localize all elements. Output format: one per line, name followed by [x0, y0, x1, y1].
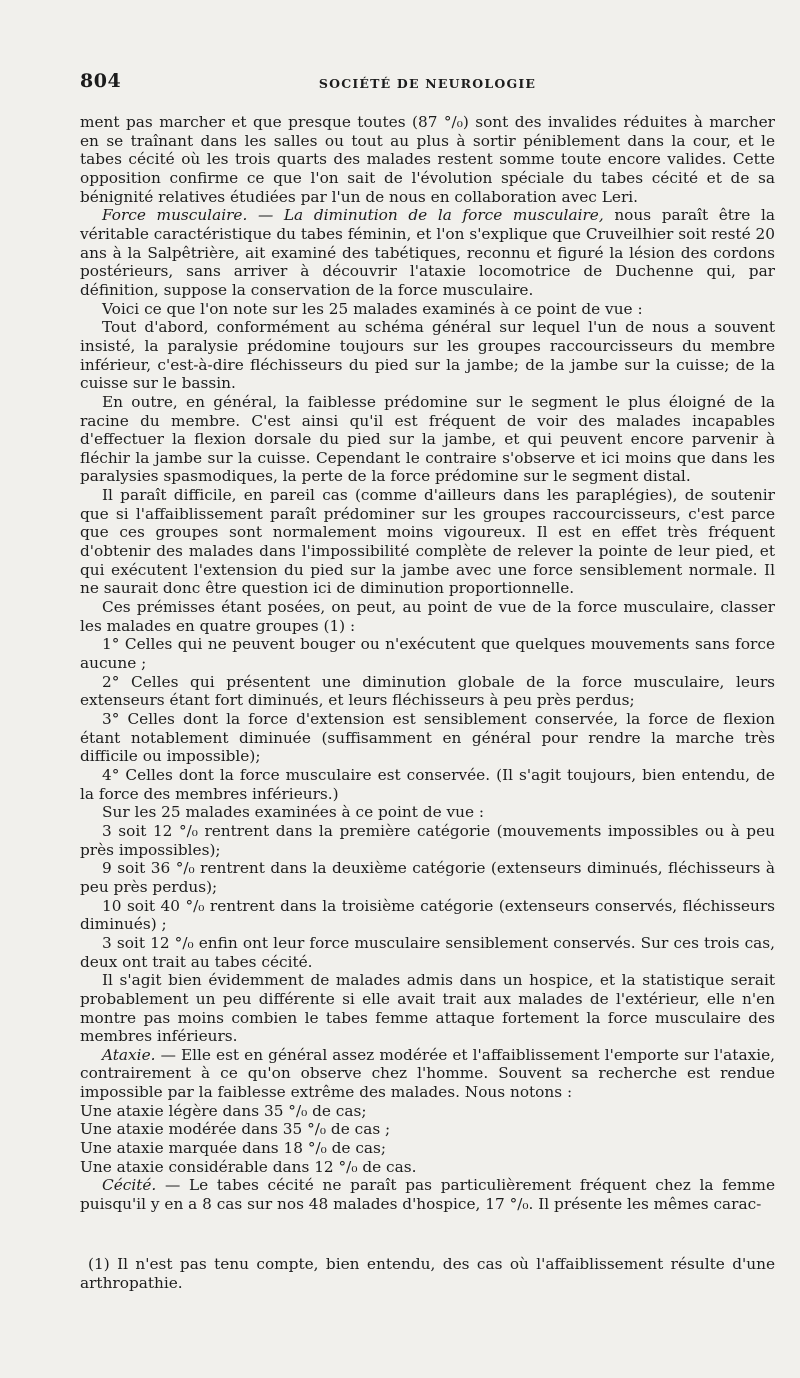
running-title: SOCIÉTÉ DE NEUROLOGIE — [318, 76, 537, 91]
section-runin-heading: Force musculaire. — La diminution de la force musculaire, — [102, 206, 604, 225]
paragraph: ment pas marcher et que presque toutes (87 °/₀) sont des invalides réduites à marcher en se traînant dans les salles ou tout au plus à sortir péniblement dans la cour, et le tabes cécité où les trois quarts des malades restent somme toute encore valides. Cette opposition confirme ce que l'on sait de l'évolution spéciale du tabes cécité et de sa bénignité relatives étudiées par l'un de nous en collaboration avec Leri. — [80, 113, 775, 206]
paragraph-cecite — [80, 1176, 775, 1213]
paragraph: Il s'agit bien évidemment de malades admis dans un hospice, et la statistique serait probablement un peu différente si elle avait trait aux malades de l'extérieur, elle n'en montre pas moins combien le tabes femme attaque fortement la force musculaire des membres inférieurs. — [80, 971, 775, 1046]
list-item: Une ataxie modérée dans 35 °/₀ de cas ; — [80, 1120, 391, 1139]
section-runin-heading: Ataxie. — [102, 1045, 156, 1064]
body-text — [80, 113, 775, 1214]
list-item: 3 soit 12 °/₀ rentrent dans la première catégorie (mouvements impossibles ou à peu près impossibles); — [80, 821, 775, 859]
list-item: 1° Celles qui ne peuvent bouger ou n'exécutent que quelques mouvements sans force aucune ; — [80, 635, 775, 673]
paragraph: Voici ce que l'on note sur les 25 malades examinés à ce point de vue : — [102, 299, 643, 318]
paragraph: En outre, en général, la faiblesse prédomine sur le segment le plus éloigné de la racine du membre. C'est ainsi qu'il est fréquent de voir des malades incapables d'effectuer la flexion dorsale du pied sur la jambe, et qui peuvent encore parvenir à fléchir la jambe sur la cuisse. Cependant le contraire s'observe et ici moins que dans les paralysies spasmodiques, la perte de la force prédomine sur le segment distal. — [80, 392, 775, 486]
paragraph-text: — Elle est en général assez modérée et l'affaiblissement l'emporte sur l'ataxie, contrairement à ce qu'on observe chez l'homme. Souvent sa recherche est rendue impossible par la faiblesse extrême des malades. Nous notons : — [80, 1045, 775, 1102]
list-item: 4° Celles dont la force musculaire est conservée. (Il s'agit toujours, bien entendu, de la force des membres inférieurs.) — [80, 765, 775, 803]
list-item: Une ataxie marquée dans 18 °/₀ de cas; — [80, 1139, 387, 1158]
paragraph: Ces prémisses étant posées, on peut, au point de vue de la force musculaire, classer les malades en quatre groupes (1) : — [80, 598, 775, 635]
paragraph-text: — Le tabes cécité ne paraît pas particulièrement fréquent chez la femme puisqu'il y en a 8 cas sur nos 48 malades d'hospice, 17 °/₀. Il présente les mêmes carac- — [80, 1176, 775, 1214]
paragraph-text: nous paraît être la véritable caractéristique du tabes féminin, et l'on s'explique que Cruveilhier soit resté 20 ans à la Salpêtrière, ait examiné des tabétiques, reconnu et figuré la lésion des cordons postérieurs, sans arriver à découvrir l'ataxie locomotrice de Duchenne qui, par définition, suppose la conservation de la force musculaire. — [80, 206, 775, 299]
list-item: 3 soit 12 °/₀ enfin ont leur force musculaire sensiblement conservés. Sur ces trois cas, deux ont trait au tabes cécité. — [80, 933, 775, 971]
page-header — [80, 70, 775, 100]
paragraph-force-musculaire — [80, 206, 775, 299]
paragraph: Sur les 25 malades examinées à ce point de vue : — [102, 803, 485, 822]
section-runin-heading: Cécité. — [102, 1176, 157, 1195]
list-item: 10 soit 40 °/₀ rentrent dans la troisième catégorie (extenseurs conservés, fléchisseurs diminués) ; — [80, 896, 775, 934]
list-item: 3° Celles dont la force d'extension est sensiblement conservée, la force de flexion étant notablement diminuée (suffisamment en général pour rendre la marche très difficile ou impossible); — [80, 710, 775, 766]
paragraph: Tout d'abord, conformément au schéma général sur lequel l'un de nous a souvent insisté, la paralysie prédomine toujours sur les groupes raccourcisseurs du membre inférieur, c'est-à-dire fléchisseurs du pied sur la jambe; de la jambe sur la cuisse; de la cuisse sur le bassin. — [80, 318, 775, 393]
paragraph-ataxie — [80, 1046, 775, 1102]
page-number: 804 — [80, 70, 122, 92]
list-item: 2° Celles qui présentent une diminution globale de la force musculaire, leurs extenseurs étant fort diminués, et leurs fléchisseurs à peu près perdus; — [80, 672, 775, 710]
footnote: (1) Il n'est pas tenu compte, bien entendu, des cas où l'affaiblissement résulte d'une arthropathie. — [80, 1255, 775, 1292]
list-item: Une ataxie considérable dans 12 °/₀ de cas. — [80, 1157, 417, 1176]
paragraph: Il paraît difficile, en pareil cas (comme d'ailleurs dans les paraplégies), de soutenir que si l'affaiblissement paraît prédominer sur les groupes raccourcisseurs, c'est parce que ces groupes sont normalement moins vigoureux. Il est en effet très fréquent d'obtenir des malades dans l'impossibilité complète de relever la pointe de leur pied, et qui exécutent l'extension du pied sur la jambe avec une force sensiblement normale. Il ne saurait donc être question ici de diminution proportionnelle. — [80, 486, 775, 598]
list-item: Une ataxie légère dans 35 °/₀ de cas; — [80, 1101, 367, 1120]
list-item: 9 soit 36 °/₀ rentrent dans la deuxième catégorie (extenseurs diminués, fléchisseurs à peu près perdus); — [80, 859, 775, 896]
